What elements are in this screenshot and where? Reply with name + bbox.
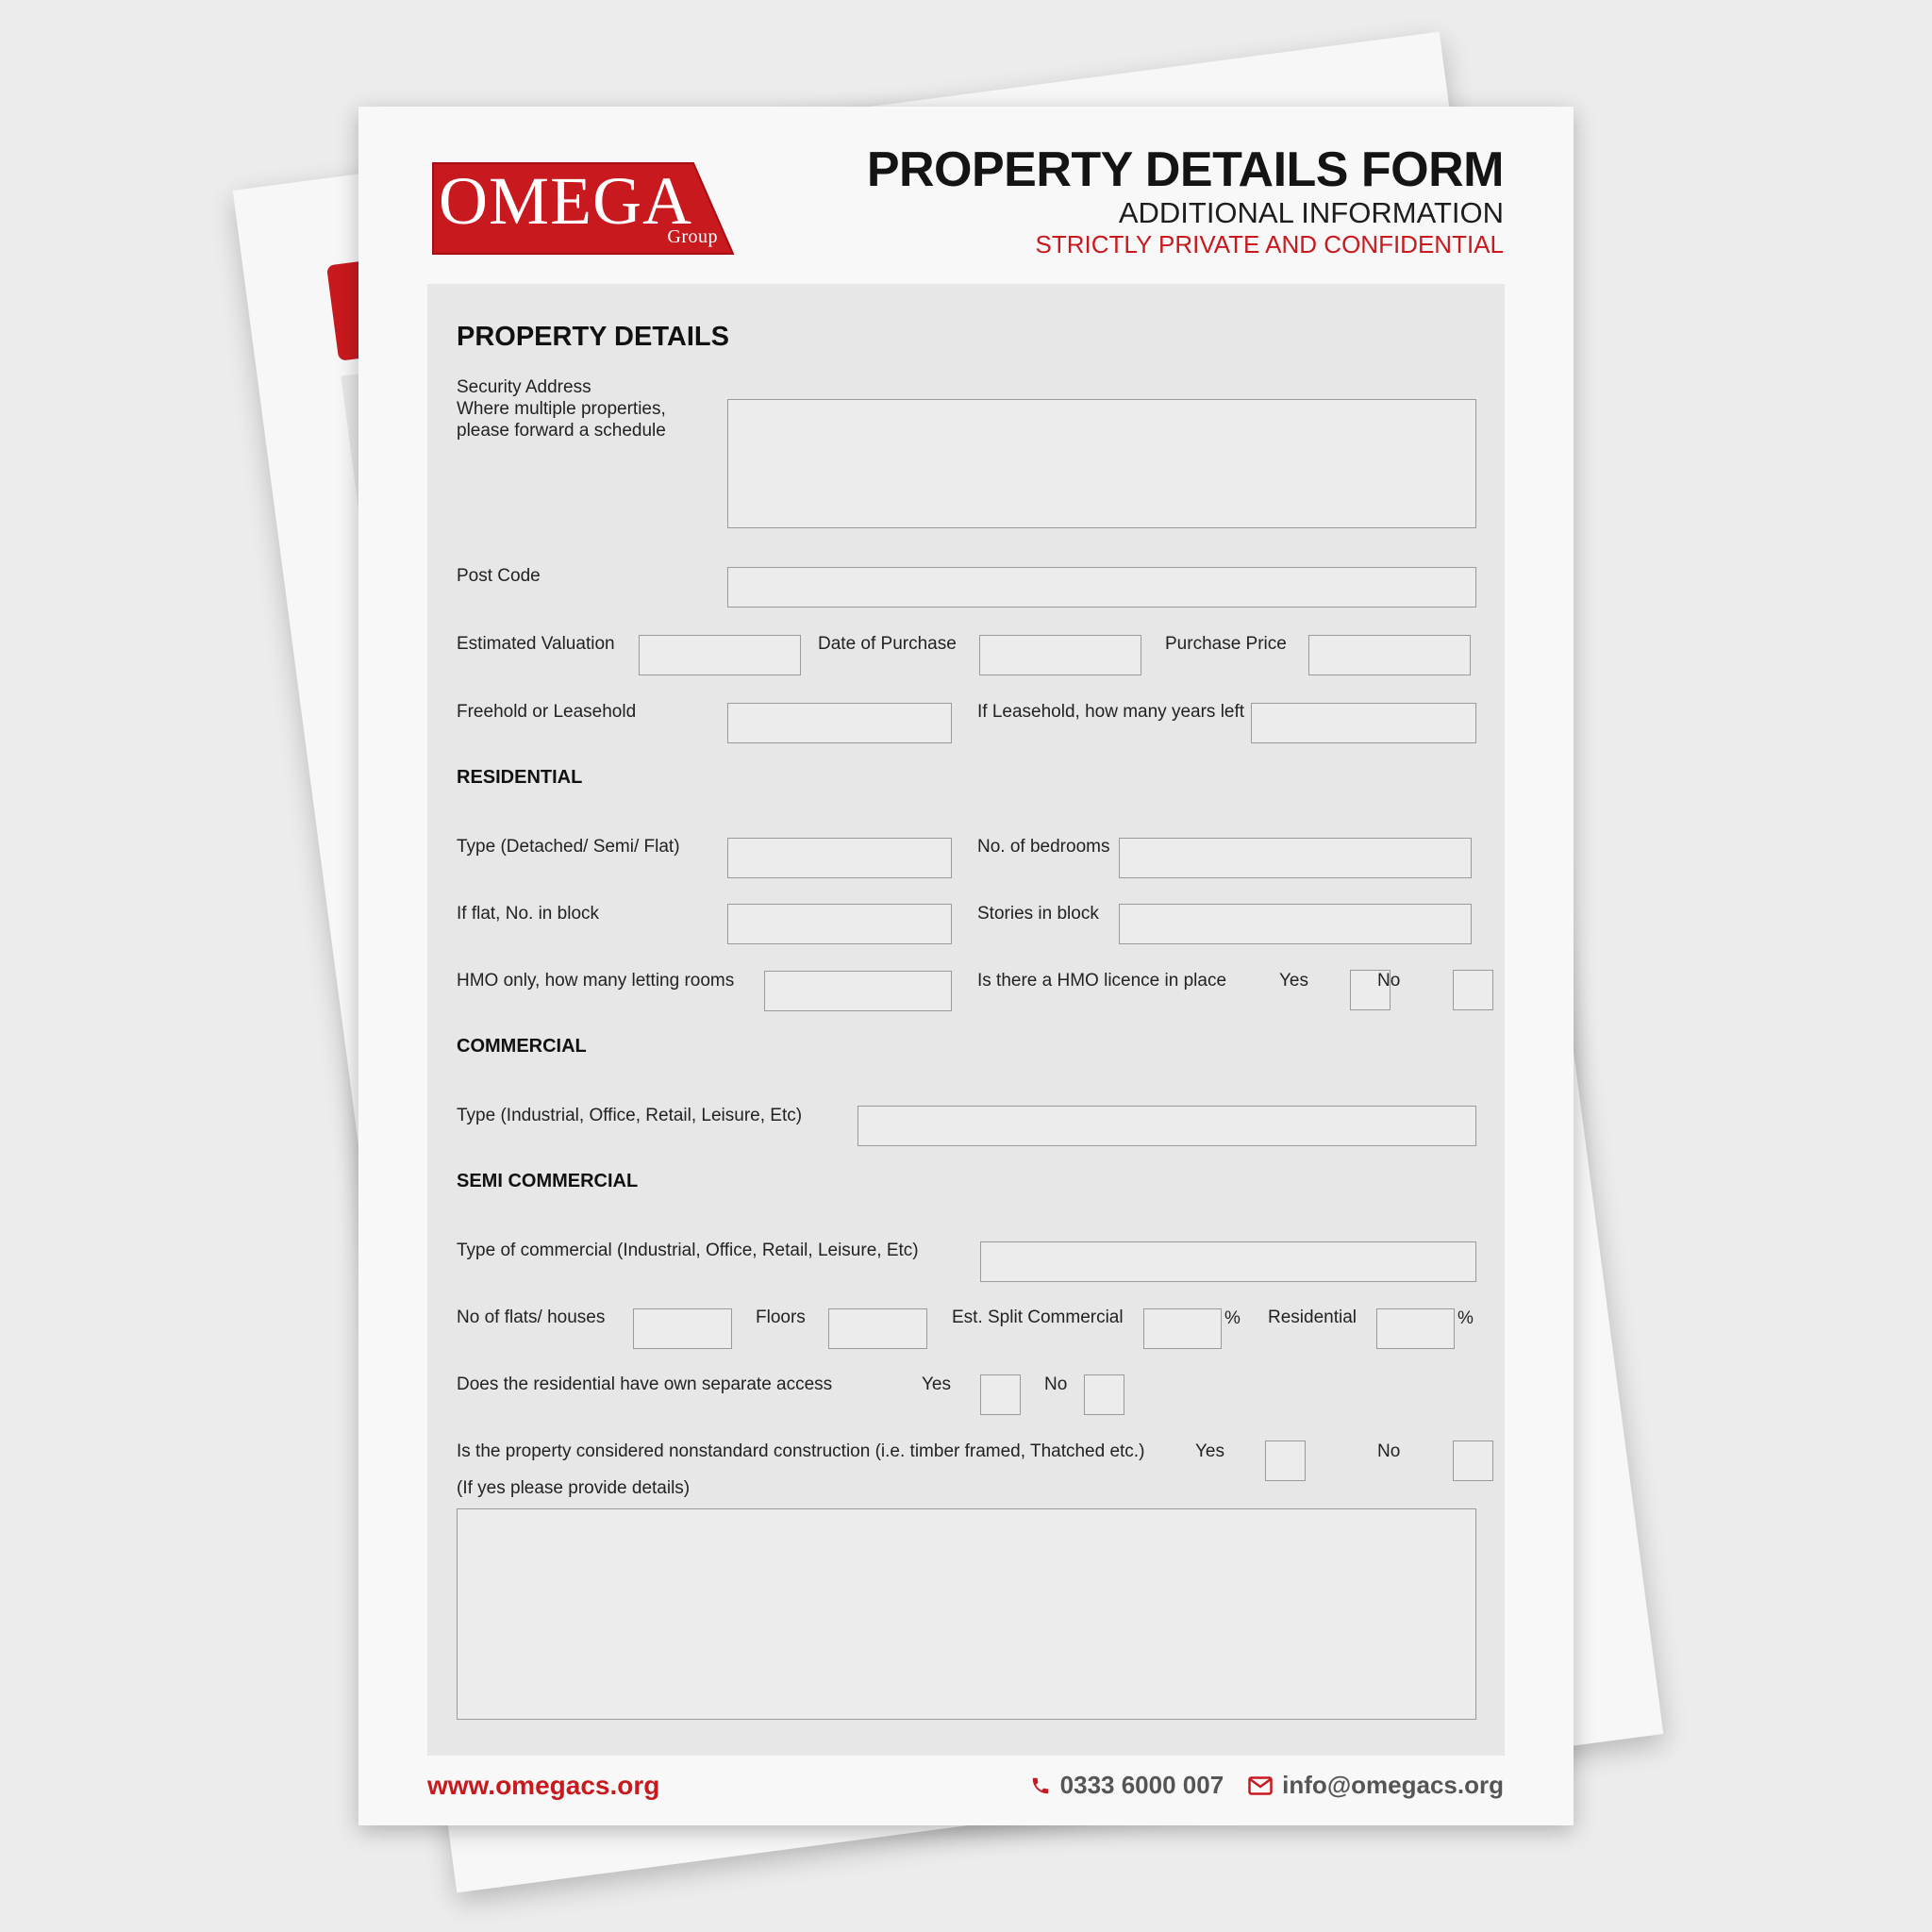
- footer-phone[interactable]: 0333 6000 007: [1059, 1771, 1224, 1799]
- bedrooms-field[interactable]: [1119, 838, 1472, 878]
- residential-percent-sign: %: [1457, 1308, 1474, 1328]
- logo-subtext: Group: [667, 226, 718, 247]
- date-of-purchase-label: Date of Purchase: [818, 634, 957, 654]
- flat-number-field[interactable]: [727, 904, 952, 944]
- est-split-commercial-label: Est. Split Commercial: [952, 1307, 1124, 1327]
- nonstandard-no-label: No: [1377, 1441, 1401, 1461]
- separate-access-yes-label: Yes: [922, 1374, 951, 1394]
- floors-label: Floors: [756, 1307, 806, 1327]
- form-subtitle: ADDITIONAL INFORMATION: [1118, 196, 1504, 229]
- hmo-licence-label: Is there a HMO licence in place: [977, 971, 1227, 991]
- logo-wordmark: OMEGA: [439, 163, 692, 239]
- hmo-licence-yes-label: Yes: [1279, 971, 1308, 991]
- post-code-label: Post Code: [457, 566, 541, 586]
- semi-commercial-heading: SEMI COMMERCIAL: [457, 1171, 639, 1191]
- freehold-leasehold-label: Freehold or Leasehold: [457, 702, 637, 722]
- commercial-heading: COMMERCIAL: [457, 1036, 587, 1057]
- footer-email[interactable]: info@omegacs.org: [1282, 1771, 1504, 1799]
- residential-heading: RESIDENTIAL: [457, 767, 583, 788]
- purchase-price-label: Purchase Price: [1165, 634, 1287, 654]
- nonstandard-construction-label: Is the property considered nonstandard construction (i.e. timber framed, Thatched etc.): [457, 1441, 1145, 1461]
- post-code-field[interactable]: [727, 567, 1476, 608]
- hmo-licence-no-checkbox[interactable]: [1453, 970, 1493, 1010]
- form-panel: [427, 284, 1505, 1756]
- form-titles: [867, 142, 1504, 259]
- est-split-commercial-field[interactable]: [1143, 1308, 1222, 1349]
- leasehold-years-label: If Leasehold, how many years left: [977, 702, 1245, 722]
- purchase-price-field[interactable]: [1308, 635, 1471, 675]
- security-address-hint-2: please forward a schedule: [457, 421, 666, 441]
- confidential-notice: STRICTLY PRIVATE AND CONFIDENTIAL: [1035, 230, 1504, 258]
- residential-type-label: Type (Detached/ Semi/ Flat): [457, 837, 680, 857]
- separate-access-no-checkbox[interactable]: [1084, 1374, 1124, 1415]
- form-sheet: [358, 107, 1574, 1825]
- freehold-leasehold-field[interactable]: [727, 703, 952, 743]
- construction-details-field[interactable]: [457, 1508, 1476, 1720]
- floors-field[interactable]: [828, 1308, 927, 1349]
- property-details-heading: PROPERTY DETAILS: [457, 322, 729, 352]
- stories-field[interactable]: [1119, 904, 1472, 944]
- form-title: PROPERTY DETAILS FORM: [866, 142, 1504, 197]
- separate-access-yes-checkbox[interactable]: [980, 1374, 1021, 1415]
- stories-label: Stories in block: [977, 904, 1099, 924]
- commercial-type-label: Type (Industrial, Office, Retail, Leisure, Etc): [457, 1106, 803, 1125]
- commercial-type-field[interactable]: [858, 1106, 1476, 1146]
- separate-access-no-label: No: [1044, 1374, 1068, 1394]
- nonstandard-yes-checkbox[interactable]: [1265, 1441, 1306, 1481]
- nonstandard-no-checkbox[interactable]: [1453, 1441, 1493, 1481]
- omega-logo: [427, 161, 735, 258]
- separate-access-label: Does the residential have own separate access: [457, 1374, 833, 1394]
- commercial-subtype-field[interactable]: [980, 1241, 1476, 1282]
- date-of-purchase-field[interactable]: [979, 635, 1141, 675]
- hmo-licence-no-label: No: [1377, 971, 1401, 991]
- security-address-label: Security Address: [457, 377, 591, 397]
- flat-number-label: If flat, No. in block: [457, 904, 600, 924]
- estimated-valuation-field[interactable]: [639, 635, 801, 675]
- commercial-subtype-label: Type of commercial (Industrial, Office, Retail, Leisure, Etc): [457, 1241, 919, 1260]
- security-address-hint-1: Where multiple properties,: [457, 399, 666, 419]
- residential-split-label: Residential: [1268, 1307, 1357, 1327]
- residential-type-field[interactable]: [727, 838, 952, 878]
- commercial-percent-sign: %: [1224, 1308, 1241, 1328]
- footer-contact: [1030, 1771, 1504, 1800]
- bedrooms-label: No. of bedrooms: [977, 837, 1110, 857]
- estimated-valuation-label: Estimated Valuation: [457, 634, 615, 654]
- hmo-rooms-label: HMO only, how many letting rooms: [457, 971, 735, 991]
- security-address-field[interactable]: [727, 399, 1476, 528]
- residential-split-field[interactable]: [1376, 1308, 1455, 1349]
- footer-website[interactable]: www.omegacs.org: [427, 1771, 660, 1800]
- hmo-rooms-field[interactable]: [764, 971, 952, 1011]
- nonstandard-yes-label: Yes: [1195, 1441, 1224, 1461]
- envelope-icon: [1248, 1776, 1273, 1795]
- details-note: (If yes please provide details): [457, 1478, 691, 1498]
- flats-houses-label: No of flats/ houses: [457, 1307, 606, 1327]
- leasehold-years-field[interactable]: [1251, 703, 1476, 743]
- phone-icon: [1030, 1775, 1051, 1796]
- flats-houses-field[interactable]: [633, 1308, 732, 1349]
